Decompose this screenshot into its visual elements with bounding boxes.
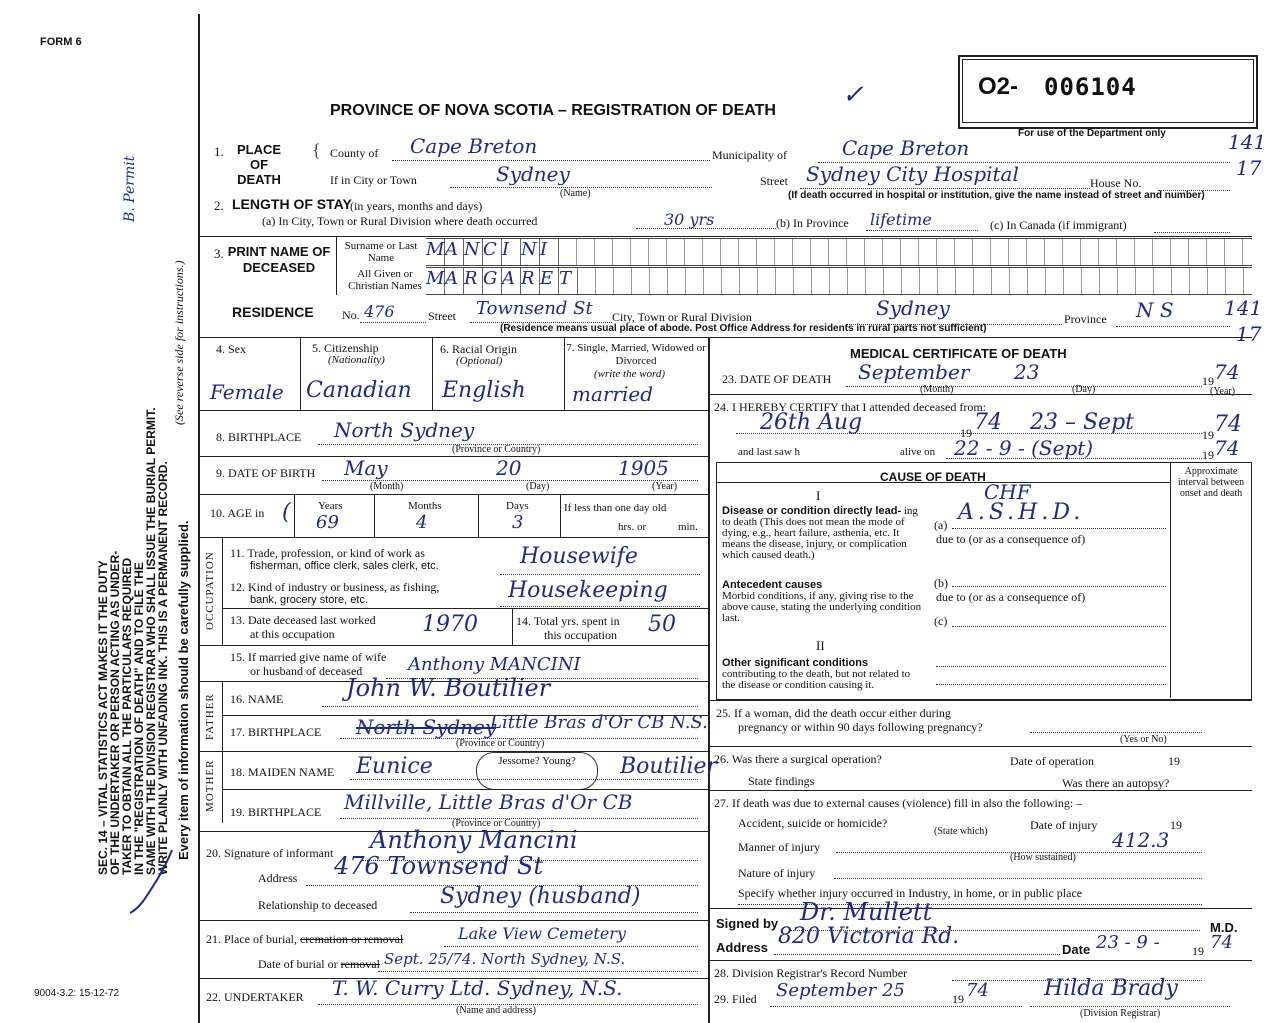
burial-place-value: Lake View Cemetery — [458, 924, 626, 943]
antecedent-label-rest: Morbid conditions, if any, giving rise to the above cause, stating the underlying condition last. — [722, 590, 922, 624]
certify-label: 24. I HEREBY CERTIFY that I attended deceased from: — [714, 400, 986, 414]
informant-address-1: 476 Townsend St — [334, 852, 544, 880]
burial-place-label-struck: cremation or removal — [299, 932, 404, 946]
q26-label: 26. Was there a surgical operation? — [714, 752, 882, 766]
q27-nature-line — [834, 878, 1202, 879]
q27-state-caption: (State which) — [934, 826, 988, 837]
mother-side-line — [222, 751, 223, 823]
birthplace-label: 8. BIRTHPLACE — [216, 430, 302, 444]
stay-b-value: lifetime — [870, 210, 932, 229]
trade-line — [500, 574, 700, 575]
county-value: Cape Breton — [410, 134, 538, 158]
divider-2 — [198, 337, 1252, 338]
divider-6 — [198, 537, 708, 538]
dob-label: 9. DATE OF BIRTH — [216, 466, 316, 480]
citizenship-label: 5. Citizenship — [312, 341, 379, 355]
mother-maiden-label: 18. MAIDEN NAME — [230, 765, 335, 779]
age-days-label: Days — [506, 500, 529, 512]
street-value: Sydney City Hospital — [806, 162, 1019, 186]
street-label: Street — [760, 174, 788, 188]
attended-to-year: 74 — [1214, 412, 1242, 437]
mother-side-label: MOTHER — [204, 759, 216, 812]
divider-3 — [198, 410, 708, 411]
city-caption: (Name) — [560, 188, 591, 199]
attended-from: 26th Aug — [760, 410, 863, 435]
municipality-value: Cape Breton — [842, 136, 970, 160]
marital-sub: (write the word) — [594, 368, 666, 380]
margin-handwriting: B. Permit — [122, 155, 138, 222]
middle-divider — [708, 337, 710, 1023]
county-label: County of — [330, 146, 379, 160]
dob-month-caption: (Month) — [370, 481, 404, 492]
divider-11 — [198, 751, 708, 752]
dob-day: 20 — [496, 456, 522, 480]
q26-date-label: Date of operation — [1010, 754, 1094, 768]
last-worked-label-2: at this occupation — [250, 627, 335, 641]
filed-value: September 25 — [776, 980, 905, 1001]
cause-interval-divider — [1170, 462, 1171, 698]
cause-b-label: (b) — [934, 576, 948, 590]
other-conditions-bold: Other significant conditions — [722, 657, 869, 669]
occ-v1 — [512, 609, 513, 645]
divider-8 — [198, 645, 708, 646]
deceased-label: PRINT NAME OF DECEASED — [227, 244, 331, 275]
q27-manner: Manner of injury — [738, 840, 820, 854]
marital-value: married — [572, 382, 654, 406]
last-saw-year: 74 — [1214, 436, 1240, 460]
q27-injury-date: Date of injury — [1030, 818, 1098, 832]
death-date-line — [846, 386, 1202, 387]
divider-m5 — [708, 908, 1252, 909]
stay-c-line — [1154, 232, 1230, 233]
form-left-border — [198, 14, 200, 1023]
occupation-side-line — [222, 537, 223, 645]
father-bp: Little Bras d'Or CB N.S. — [490, 712, 708, 733]
residence-province: N S — [1136, 298, 1174, 322]
stay-a-label: (a) In City, Town or Rural Division where death occurred — [262, 214, 538, 228]
sex-value: Female — [210, 380, 284, 404]
q25-line-2: pregnancy or within 90 days following pregnancy? — [738, 720, 983, 734]
dept-code-4: 17 — [1236, 322, 1262, 346]
grid-v3 — [564, 338, 565, 410]
city-label: If in City or Town — [330, 173, 417, 187]
other-conditions-label — [722, 658, 922, 691]
last-saw-alive: alive on — [900, 446, 936, 458]
due-to-b: due to (or as a consequence of) — [936, 590, 1086, 604]
md-label: M.D. — [1210, 920, 1238, 935]
father-side-line — [222, 681, 223, 751]
notice-line-2: OF THE UNDERTAKER OR PERSON ACTING AS UNDER- — [108, 550, 122, 875]
filed-year-prefix: 19 — [952, 992, 964, 1006]
other-conditions-rest: contributing to the death, but not related to the disease or condition causing it. — [722, 668, 911, 691]
q27-year: 19 — [1170, 818, 1182, 832]
notice-line-4: IN THE "REGISTRATION OF DEATH" AND TO FILE THE — [132, 562, 146, 875]
total-yrs-label-1: 14. Total yrs. spent in — [516, 614, 620, 628]
place-brace: { — [312, 140, 321, 160]
form-number: FORM 6 — [40, 36, 82, 48]
sig-date-label: Date — [1062, 942, 1091, 957]
trade-value: Housewife — [520, 544, 638, 569]
death-year-prefix: 19 — [1202, 374, 1214, 388]
given-letter: M — [426, 268, 445, 294]
registration-number-box — [958, 55, 1258, 129]
last-saw-label: and last saw h — [738, 446, 801, 458]
last-worked-value: 1970 — [422, 612, 478, 637]
cause-a-line — [952, 528, 1166, 529]
residence-city-label: City, Town or Rural Division — [612, 310, 752, 324]
divider-1 — [198, 236, 1252, 237]
surname-letter: N — [521, 239, 540, 265]
supply-note: Every item of information should be carefully supplied. — [176, 520, 191, 860]
trade-label-1: 11. Trade, profession, or kind of work as — [230, 546, 425, 560]
residence-city: Sydney — [876, 296, 950, 320]
deceased-num: 3. — [214, 246, 224, 261]
grid-v2 — [432, 338, 433, 410]
q27-where: Specify whether injury occurred in Industry, in home, or in public place — [738, 886, 1083, 900]
burial-place-label — [206, 932, 403, 947]
antecedent-label — [722, 580, 922, 624]
street-line — [800, 188, 1090, 189]
notice-line-3: TAKER TO OBTAIN ALL THE PARTICULARS REQUIRED — [120, 557, 134, 875]
cause-title-line — [716, 482, 1170, 483]
informant-sig-label: 20. Signature of informant — [206, 846, 334, 860]
q27-accident: Accident, suicide or homicide? — [738, 816, 888, 830]
due-to-a: due to (or as a consequence of) — [936, 532, 1086, 546]
stay-label: LENGTH OF STAY — [232, 196, 352, 212]
sig-date-prefix: 19 — [1192, 944, 1204, 958]
age-v4 — [560, 495, 561, 537]
surname-letter: I — [502, 239, 521, 265]
father-name-line — [322, 706, 698, 707]
burial-place-label-text: 21. Place of burial, — [206, 932, 297, 946]
cause-a-value: A.S.H.D. — [958, 500, 1085, 525]
given-name-boxes — [426, 267, 1252, 295]
q27-nature: Nature of injury — [738, 866, 816, 880]
dept-code-3: 141 — [1224, 296, 1263, 320]
stay-sub: (in years, months and days) — [350, 199, 483, 213]
given-letter: R — [464, 268, 483, 294]
death-day: 23 — [1014, 360, 1040, 384]
attended-to: 23 – Sept — [1030, 410, 1134, 435]
burial-place-line — [444, 946, 698, 947]
spouse-label-2: or husband of deceased — [250, 664, 363, 678]
q26-year: 19 — [1168, 754, 1180, 768]
other-line-1 — [936, 666, 1166, 667]
min-label: min. — [678, 521, 698, 533]
cause-title: CAUSE OF DEATH — [880, 470, 986, 484]
surname-boxes — [426, 238, 1252, 266]
q26-findings: State findings — [748, 774, 815, 788]
death-year-caption: (Year) — [1210, 386, 1236, 397]
total-yrs-value: 50 — [648, 612, 676, 637]
total-yrs-label-2: this occupation — [544, 628, 617, 642]
mother-bp-label: 19. BIRTHPLACE — [230, 805, 322, 819]
divider-7 — [222, 608, 708, 609]
given-letter: G — [483, 268, 502, 294]
house-label: House No. — [1090, 176, 1142, 190]
divider-m3 — [708, 746, 1252, 747]
last-saw-prefix: 19 — [1202, 448, 1214, 462]
hospital-note: (If death occurred in hospital or institution, give the name instead of street and number) — [788, 190, 1205, 201]
filed-year: 74 — [966, 980, 989, 1001]
given-letter: R — [521, 268, 540, 294]
relationship-label: Relationship to deceased — [258, 898, 378, 912]
registrar-signature: Hilda Brady — [1044, 976, 1178, 1001]
industry-line — [500, 606, 700, 607]
stay-num: 2. — [214, 198, 224, 213]
less-than-day-label: If less than one day old — [564, 502, 667, 514]
sig-address-line — [774, 954, 1060, 955]
medical-title: MEDICAL CERTIFICATE OF DEATH — [850, 346, 1067, 361]
residence-label: RESIDENCE — [232, 304, 314, 320]
age-v3 — [478, 495, 479, 537]
deceased-divider — [336, 237, 337, 295]
burial-date-label-text: Date of burial or — [258, 957, 338, 971]
disease-label-bold: Disease or condition directly lead- — [722, 505, 902, 517]
dob-year: 1905 — [618, 456, 669, 480]
residence-street-label: Street — [428, 309, 456, 323]
check-mark: ✓ — [842, 80, 864, 110]
residence-province-label: Province — [1064, 312, 1107, 326]
birthplace-caption: (Province or Country) — [452, 444, 541, 455]
filed-label: 29. Filed — [714, 992, 757, 1006]
divider-m6 — [708, 960, 1252, 961]
surname-letter: A — [445, 239, 464, 265]
registrar-sig-line — [1030, 1006, 1230, 1007]
q27-manner-value: 412.3 — [1112, 828, 1170, 852]
divider-m4 — [708, 790, 1252, 791]
sig-date: 23 - 9 - — [1096, 932, 1160, 953]
age-label: 10. AGE in — [210, 506, 265, 520]
stay-b-line — [866, 230, 978, 231]
mother-maiden-last: Boutilier — [620, 754, 718, 779]
burial-date-label — [258, 957, 380, 972]
given-label: All Given or Christian Names — [348, 268, 422, 292]
father-name-label: 16. NAME — [230, 692, 284, 706]
last-saw-value: 22 - 9 - (Sept) — [954, 436, 1094, 460]
undertaker-label: 22. UNDERTAKER — [206, 990, 304, 1004]
attended-to-prefix: 19 — [1202, 428, 1214, 442]
age-months: 4 — [416, 512, 428, 533]
q27-how-caption: (How sustained) — [1010, 852, 1076, 863]
residence-province-line — [1116, 326, 1230, 327]
department-use-label: For use of the Department only — [1018, 128, 1166, 139]
death-month: September — [858, 360, 970, 384]
grid-v1 — [300, 338, 301, 410]
place-num: 1. — [214, 144, 224, 159]
notice-line-5: SAME WITH THE DIVISION REGISTRAR WHO SHALL ISSUE THE BURIAL PERMIT. — [144, 407, 158, 875]
informant-address-2: Sydney (husband) — [440, 884, 641, 909]
undertaker-value: T. W. Curry Ltd. Sydney, N.S. — [332, 976, 623, 1000]
q27-label: 27. If death was due to external causes (violence) fill in also the following: – — [714, 796, 1083, 810]
death-month-caption: (Month) — [920, 384, 954, 395]
q25-caption: (Yes or No) — [1120, 734, 1167, 745]
spouse-value: Anthony MANCINI — [408, 654, 581, 675]
other-line-2 — [936, 684, 1166, 685]
interval-label: Approximate interval between onset and death — [1177, 466, 1245, 499]
citizenship-sub: (Nationality) — [328, 354, 385, 366]
racial-label: 6. Racial Origin — [440, 342, 517, 356]
residence-no: 476 — [364, 302, 395, 321]
form-code: 9004-3.2: 15-12-72 — [34, 988, 120, 999]
stay-c-label: (c) In Canada (if immigrant) — [990, 218, 1127, 232]
divider-m1 — [708, 394, 1252, 395]
notice-line-1: SEC. 14 – VITAL STATISTICS ACT MAKES IT THE DUTY — [96, 560, 110, 875]
surname-letter: N — [464, 239, 483, 265]
given-letter: T — [559, 268, 578, 294]
signed-by-label: Signed by — [716, 916, 779, 931]
father-bp-struck: North Sydney — [356, 715, 497, 739]
racial-sub: (Optional) — [456, 355, 503, 367]
notice-line-6: WRITE PLAINLY WITH UNFADING INK. THIS IS A PERMANENT RECORD. — [156, 461, 170, 875]
attended-from-prefix: 19 — [960, 426, 972, 440]
death-year: 74 — [1214, 360, 1240, 384]
signed-value: Dr. Mullett — [800, 898, 933, 926]
attended-from-year: 74 — [974, 410, 1002, 435]
burial-date-line — [378, 971, 698, 972]
residence-note: (Residence means usual place of abode. Post Office Address for residents in rural parts not sufficient) — [500, 323, 987, 334]
registrar-record-label: 28. Division Registrar's Record Number — [714, 966, 908, 980]
given-letter: A — [502, 268, 521, 294]
age-years: 69 — [316, 512, 339, 533]
mother-maiden-first: Eunice — [356, 754, 433, 779]
spouse-label-1: 15. If married give name of wife — [230, 650, 387, 664]
registration-prefix: O2- — [978, 73, 1019, 100]
q26-autopsy: Was there an autopsy? — [1062, 776, 1170, 790]
form-title: PROVINCE OF NOVA SCOTIA – REGISTRATION OF DEATH — [330, 102, 776, 119]
registrar-caption: (Division Registrar) — [1080, 1008, 1161, 1019]
industry-label-1: 12. Kind of industry or business, as fishing, — [230, 580, 440, 594]
given-letter: E — [540, 268, 559, 294]
industry-value: Housekeeping — [508, 578, 668, 603]
father-side-label: FATHER — [204, 693, 216, 740]
death-day-caption: (Day) — [1072, 384, 1096, 395]
occupation-side-label: OCCUPATION — [204, 551, 216, 630]
informant-signature: Anthony Mancini — [370, 826, 578, 854]
county-line — [392, 160, 710, 161]
age-years-label: Years — [318, 500, 343, 512]
surname-letter: M — [426, 239, 445, 265]
father-bp-label: 17. BIRTHPLACE — [230, 725, 322, 739]
dept-code-2: 17 — [1236, 156, 1262, 180]
residence-no-label: No. — [342, 308, 360, 322]
industry-label-2: bank, grocery store, etc. — [250, 594, 368, 606]
surname-letter: I — [540, 239, 559, 265]
sex-label: 4. Sex — [216, 342, 246, 356]
antecedent-label-bold: Antecedent causes — [722, 579, 823, 591]
father-name: John W. Boutilier — [346, 674, 551, 702]
age-days: 3 — [512, 512, 524, 533]
filed-line — [770, 1006, 1022, 1007]
place-label: PLACE OF DEATH — [236, 142, 282, 187]
citizenship-value: Canadian — [306, 378, 412, 403]
part-one: I — [816, 488, 821, 503]
margin-pen-stroke — [124, 845, 184, 915]
sig-date-year: 74 — [1210, 932, 1233, 953]
trade-label-2: fisherman, office clerk, sales clerk, etc. — [250, 560, 439, 572]
sig-address-label: Address — [716, 940, 769, 955]
cause-a-label: (a) — [934, 518, 948, 532]
sig-address: 820 Victoria Rd. — [778, 924, 960, 949]
burial-date-label-struck: removal — [340, 957, 380, 971]
divider-5 — [198, 494, 708, 495]
disease-label — [722, 506, 922, 561]
municipality-label: Municipality of — [712, 148, 787, 162]
registration-number: 006104 — [1044, 73, 1137, 101]
given-letter: A — [445, 268, 464, 294]
divider-14 — [198, 920, 708, 921]
dob-day-caption: (Day) — [526, 481, 550, 492]
age-bracket: ( — [282, 500, 291, 525]
mother-bp: Millville, Little Bras d'Or CB — [344, 790, 633, 814]
marital-label: 7. Single, Married, Widowed or Divorced — [566, 342, 706, 367]
age-months-label: Months — [408, 500, 442, 512]
cause-b-line — [952, 586, 1166, 587]
mother-bp-caption: (Province or Country) — [452, 818, 541, 829]
birthplace-value: North Sydney — [334, 418, 475, 442]
undertaker-caption: (Name and address) — [456, 1005, 536, 1016]
residence-street: Townsend St — [476, 298, 593, 319]
age-v2 — [374, 495, 375, 537]
part-two: II — [816, 638, 825, 653]
cause-c-label: (c) — [934, 614, 948, 628]
dob-year-caption: (Year) — [652, 481, 678, 492]
dept-code-1: 141 — [1228, 130, 1267, 154]
informant-address-label: Address — [258, 871, 298, 885]
surname-label: Surname or Last Name — [344, 240, 418, 264]
dob-month: May — [344, 456, 388, 480]
relationship-line — [410, 912, 698, 913]
cause-c-line — [952, 626, 1166, 627]
disease-label-rest: ing to death (This does not mean the mode of dying, e.g., heart failure, asthenia, etc. It means the disease, injury, or complication which caused death.) — [722, 505, 918, 561]
cause-a-above: CHF — [984, 480, 1031, 504]
mother-maiden-note: Jessome? Young? — [476, 752, 598, 790]
divider-m2 — [708, 700, 1252, 701]
hrs-label: hrs. or — [618, 521, 647, 533]
q25-line-1: 25. If a woman, did the death occur either during — [716, 706, 951, 720]
reverse-note: (See reverse side for instructions.) — [172, 260, 186, 425]
burial-date-value: Sept. 25/74. North Sydney, N.S. — [384, 950, 626, 968]
city-value: Sydney — [496, 162, 570, 186]
death-date-label: 23. DATE OF DEATH — [722, 372, 832, 386]
stay-a-value: 30 yrs — [664, 210, 715, 229]
racial-value: English — [442, 378, 526, 403]
father-bp-caption: (Province or Country) — [456, 738, 545, 749]
residence-no-line — [360, 322, 426, 323]
age-v1 — [294, 495, 295, 537]
surname-letter: C — [483, 239, 502, 265]
stay-b-label: (b) In Province — [776, 216, 849, 230]
q25-line — [1030, 732, 1202, 733]
last-worked-label-1: 13. Date deceased last worked — [230, 613, 376, 627]
